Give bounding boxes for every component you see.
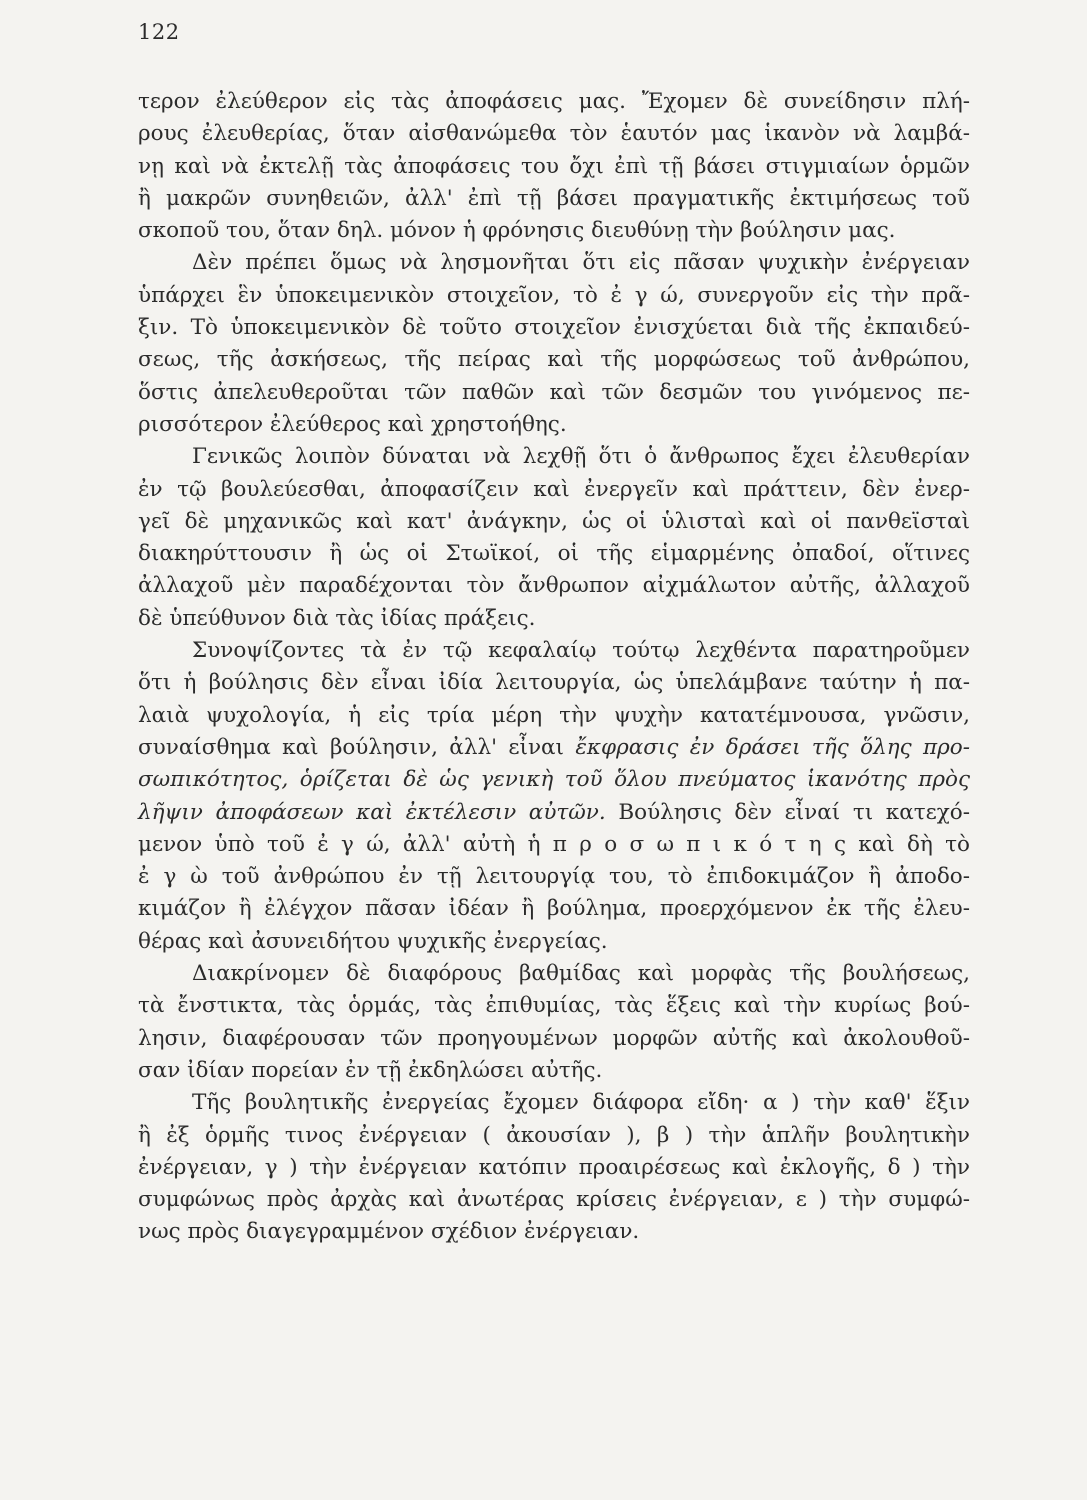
text-line: Δὲν πρέπει ὅμως νὰ λησμονῆται ὅτι εἰς πᾶσαν ψυχικὴν ἐνέργειαν bbox=[192, 250, 970, 276]
text-line: ἀλλαχοῦ μὲν παραδέχονται τὸν ἄνθρωπον αἰχμάλωτον αὐτῆς, ἀλλαχοῦ bbox=[138, 573, 970, 599]
text-line: νῃ καὶ νὰ ἐκτελῇ τὰς ἀποφάσεις του ὄχι ἐπὶ τῇ βάσει στιγμιαίων ὁρμῶν bbox=[138, 153, 970, 179]
text-line: ξιν. Τὸ ὑποκειμενικὸν δὲ τοῦτο στοιχεῖον ἐνισχύεται διὰ τῆς ἐκπαιδεύ- bbox=[138, 315, 970, 341]
text-line: ρισσότερον ἐλεύθερος καὶ χρηστοήθης. bbox=[138, 411, 567, 437]
italic-text: σωπικότητος, ὁρίζεται δὲ ὡς γενικὴ τοῦ ὅλου πνεύματος ἱκανότης πρὸς bbox=[138, 767, 970, 793]
text-line: θέρας καὶ ἀσυνειδήτου ψυχικῆς ἐνεργείας. bbox=[138, 928, 608, 954]
text-line: τὰ ἔνστικτα, τὰς ὁρμάς, τὰς ἐπιθυμίας, τὰς ἕξεις καὶ τὴν κυρίως βού- bbox=[138, 993, 970, 1019]
text-line: λαιὰ ψυχολογία, ἡ εἰς τρία μέρη τὴν ψυχὴν κατατέμνουσα, γνῶσιν, bbox=[138, 702, 970, 728]
text-line: σεως, τῆς ἀσκήσεως, τῆς πείρας καὶ τῆς μορφώσεως τοῦ ἀνθρώπου, bbox=[138, 347, 970, 373]
text-line: δὲ ὑπεύθυνον διὰ τὰς ἰδίας πράξεις. bbox=[138, 605, 536, 631]
text-line: κιμάζον ἢ ἐλέγχον πᾶσαν ἰδέαν ἢ βούλημα, προερχόμενον ἐκ τῆς ἐλευ- bbox=[138, 896, 970, 922]
text-line: Διακρίνομεν δὲ διαφόρους βαθμίδας καὶ μορφὰς τῆς βουλήσεως, bbox=[192, 961, 970, 987]
text-line: σκοποῦ του, ὅταν δηλ. μόνον ἡ φρόνησις διευθύνῃ τὴν βούλησιν μας. bbox=[138, 218, 896, 244]
text-line bbox=[138, 764, 970, 796]
italic-text: ἔκφρασις ἐν δράσει τῆς ὅλης προ- bbox=[575, 734, 970, 760]
text-line: νως πρὸς διαγεγραμμένον σχέδιον ἐνέργειαν. bbox=[138, 1219, 640, 1245]
text-line: λησιν, διαφέρουσαν τῶν προηγουμένων μορφῶν αὐτῆς καὶ ἀκολουθοῦ- bbox=[138, 1025, 970, 1051]
body-text bbox=[138, 86, 970, 1249]
text-line: ὅτι ἡ βούλησις δὲν εἶναι ἰδία λειτουργία, ὡς ὑπελάμβανε ταύτην ἡ πα- bbox=[138, 670, 970, 696]
text-line: ἐνέργειαν, γ ) τὴν ἐνέργειαν κατόπιν προαιρέσεως καὶ ἐκλογῆς, δ ) τὴν bbox=[138, 1154, 970, 1180]
text-line: μενον ὑπὸ τοῦ ἐ γ ώ, ἀλλ' αὐτὴ ἡ π ρ ο σ ω π ι κ ό τ η ς καὶ δὴ τὸ bbox=[138, 831, 970, 857]
text-line bbox=[138, 797, 970, 829]
text-line: σαν ἰδίαν πορείαν ἐν τῇ ἐκδηλώσει αὐτῆς. bbox=[138, 1057, 603, 1083]
text-line: ἐν τῷ βουλεύεσθαι, ἀποφασίζειν καὶ ἐνεργεῖν καὶ πράττειν, δὲν ἐνερ- bbox=[138, 476, 970, 502]
text-line: ἢ μακρῶν συνηθειῶν, ἀλλ' ἐπὶ τῇ βάσει πραγματικῆς ἐκτιμήσεως τοῦ bbox=[138, 185, 970, 211]
text-line: ἐ γ ὼ τοῦ ἀνθρώπου ἐν τῇ λειτουργίᾳ του, τὸ ἐπιδοκιμάζον ἢ ἀποδο- bbox=[138, 864, 970, 890]
text-line bbox=[138, 732, 970, 764]
text-line: Συνοψίζοντες τὰ ἐν τῷ κεφαλαίῳ τούτῳ λεχθέντα παρατηροῦμεν bbox=[192, 638, 970, 664]
italic-text: λῆψιν ἀποφάσεων καὶ ἐκτέλεσιν αὐτῶν. bbox=[138, 799, 606, 825]
text-segment: συναίσθημα καὶ βούλησιν, ἀλλ' εἶναι bbox=[138, 734, 564, 760]
text-line: Γενικῶς λοιπὸν δύναται νὰ λεχθῇ ὅτι ὁ ἄνθρωπος ἔχει ἐλευθερίαν bbox=[192, 444, 970, 470]
text-line: ρους ἐλευθερίας, ὅταν αἰσθανώμεθα τὸν ἑαυτόν μας ἱκανὸν νὰ λαμβά- bbox=[138, 121, 970, 147]
text-line: γεῖ δὲ μηχανικῶς καὶ κατ' ἀνάγκην, ὡς οἱ ὑλισταὶ καὶ οἱ πανθεϊσταὶ bbox=[138, 508, 970, 534]
text-segment: Βούλησις δὲν εἶναί τι κατεχό- bbox=[618, 799, 970, 825]
text-line: τερον ἐλεύθερον εἰς τὰς ἀποφάσεις μας. Ἔχομεν δὲ συνείδησιν πλή- bbox=[138, 89, 970, 114]
page-number: 122 bbox=[138, 20, 180, 44]
text-line: ὅστις ἀπελευθεροῦται τῶν παθῶν καὶ τῶν δεσμῶν του γινόμενος πε- bbox=[138, 379, 970, 405]
text-line: συμφώνως πρὸς ἀρχὰς καὶ ἀνωτέρας κρίσεις ἐνέργειαν, ε ) τὴν συμφώ- bbox=[138, 1187, 970, 1213]
text-line: ἢ ἐξ ὁρμῆς τινος ἐνέργειαν ( ἀκουσίαν ), β ) τὴν ἁπλῆν βουλητικὴν bbox=[138, 1122, 970, 1148]
text-line: ὑπάρχει ἓν ὑποκειμενικὸν στοιχεῖον, τὸ ἐ γ ώ, συνεργοῦν εἰς τὴν πρᾶ- bbox=[138, 282, 970, 308]
text-line: διακηρύττουσιν ἢ ὡς οἱ Στωϊκοί, οἱ τῆς εἱμαρμένης ὀπαδοί, οἵτινες bbox=[138, 541, 970, 567]
text-line: Τῆς βουλητικῆς ἐνεργείας ἔχομεν διάφορα εἴδη· α ) τὴν καθ' ἕξιν bbox=[192, 1090, 970, 1116]
